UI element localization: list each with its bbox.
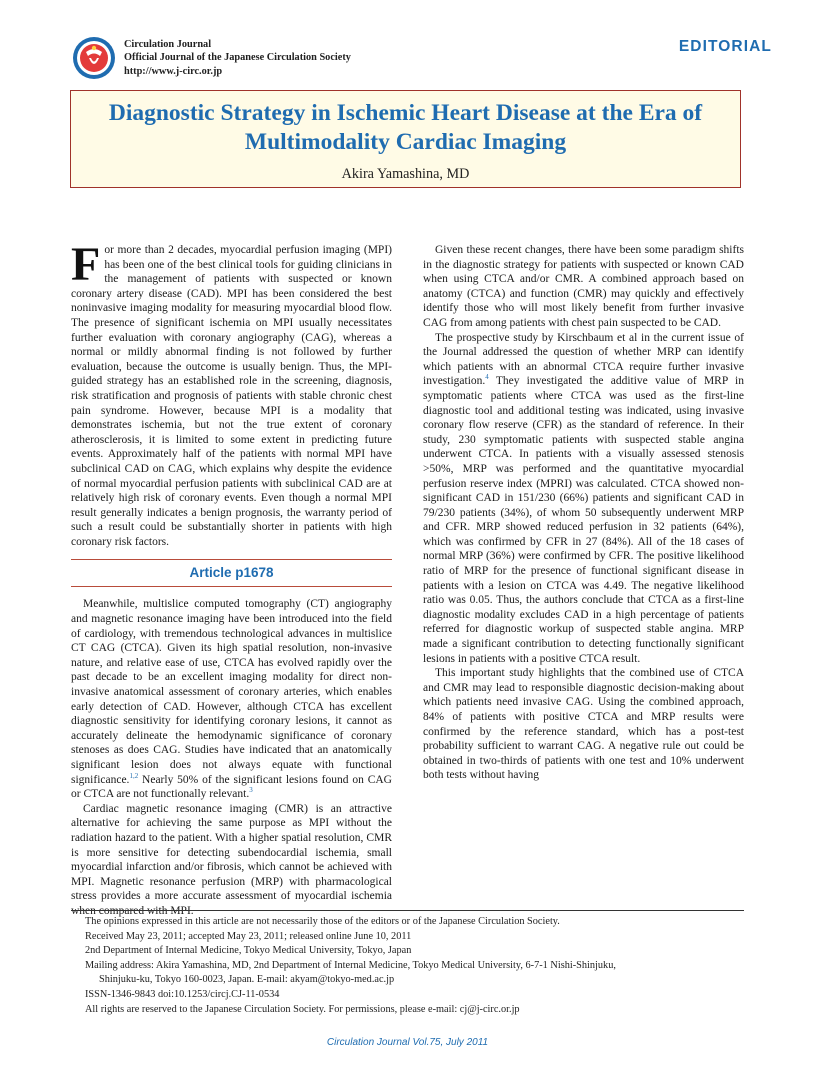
footnote-rights: All rights are reserved to the Japanese Circulation Society. For permissions, please e-mail: cj@j-circ.or.jp	[85, 1003, 520, 1015]
paragraph-ct-text: Meanwhile, multislice computed tomography (CT) angiography and magnetic resonance imaging have been introduced into the field of cardiology, with tremendous technological advances in multislice CT CAG (CTCA). Given its high spatial resolution, non-invasive nature, and relative ease of use, CTCA has evolved rapidly over the past decade to be an excellent imaging modality for direct non-invasive anatomical assessment of coronary arteries, which enables early detection of CAD. However, although CTCA has excellent diagnostic sensitivity for identifying coronary lesions, it cannot as accurately delineate the hemodynamic significance of coronary stenoses as does CAG. Studies have indicated that an anatomically significant lesion does not always equate with functional significance.	[71, 598, 392, 786]
journal-subtitle: Official Journal of the Japanese Circulation Society	[124, 52, 351, 64]
paragraph-ct-text-cont: Nearly 50% of the significant lesions found on CAG or CTCA are not functionally relevant.	[71, 773, 392, 801]
article-author: Akira Yamashina, MD	[341, 166, 470, 182]
paragraph-cmr: Cardiac magnetic resonance imaging (CMR) is an attractive alternative for achieving the same purpose as MPI without the radiation hazard to the patient. With a higher spatial resolution, CMR is more sensitive for detecting subendocardial ischemia, small myocardial infarction and/or fibrosis, which cannot be achieved with MPI. Magnetic resonance perfusion (MRP) with pharmacological stress provides a more accurate assessment of myocardial ischemia when compared with MPI.	[71, 802, 392, 917]
page-footer: Circulation Journal Vol.75, July 2011	[326, 1037, 489, 1048]
paragraph-study-text: The prospective study by Kirschbaum et al in the current issue of the Journal addressed the question of whether MRP can identify which patients with an abnormal CTCA require further invasive investigation.	[423, 331, 744, 388]
article-title: Diagnostic Strategy in Ischemic Heart Disease at the Era of Multimodality Cardiac Imaging	[108, 100, 703, 155]
circulation-journal-logo-icon	[72, 36, 116, 80]
title-box	[70, 90, 741, 188]
paragraph-highlight: This important study highlights that the combined use of CTCA and CMR may lead to responsible diagnostic decision-making about which patients need invasive CAG. Using the combined approach, 84% of patients with positive CTCA and MRP results were confirmed by the reference standard, which has a post-test probability sufficient to warrant CAG. A negative rule out could be obtained in two-thirds of patients with one test and 10% underwent both tests without having	[423, 667, 744, 782]
footnote-issn: ISSN-1346-9843 doi:10.1253/circj.CJ-11-0534	[85, 988, 280, 1000]
paragraph-changes: Given these recent changes, there have been some paradigm shifts in the diagnostic strategy for patients with suspected or known CAD when using CTCA and/or CMR. A combined approach based on anatomy (CTCA) and function (CMR) may quickly and effectively identify those who will most likely benefit from further invasive CAG from among patients with chest pain suspected to be CAD.	[423, 244, 744, 329]
ref-1-2[interactable]: 1,2	[129, 771, 139, 780]
footnote-mailing-line2: Shinjuku-ku, Tokyo 160-0023, Japan. E-mail: akyam@tokyo-med.ac.jp	[99, 974, 395, 986]
paragraph-intro-text: or more than 2 decades, myocardial perfusion imaging (MPI) has been one of the best clinical tools for guiding clinicians in the management of patients with suspected or known coronary artery disease (CAD). MPI has been considered the best noninvasive imaging modality for measuring myocardial blood flow. The presence of significant ischemia on MPI usually necessitates further evaluation with coronary angiography (CAG), whereas a normal or mildly abnormal finding is not followed by further evaluation, because the outcome is usually benign. Thus, the MPI-guided strategy has an established role in the screening, diagnosis, risk stratification and prognosis of patients with stable chronic chest pain syndrome. However, because MPI is a modality that demonstrates ischemia, but not the true extent of coronary atherosclerosis, it is limited to some extent in predicting future events. Approximately half of the patients with normal MPI have subclinical CAD on CAG, which explains why despite the evidence of normal myocardial perfusion patients with subclinical CAD are at relatively high risk of coronary events. Even though a normal MPI result generally indicates a benign prognosis, the warranty period of such a result could be substantially shorter in patients with high coronary risk factors.	[71, 244, 392, 548]
paragraph-intro	[71, 238, 392, 549]
dropcap-letter: F	[71, 238, 101, 291]
journal-name: Circulation Journal	[124, 39, 212, 50]
footnotes	[71, 910, 744, 1017]
footnote-disclaimer: The opinions expressed in this article are not necessarily those of the editors or of the Japanese Circulation Society.	[85, 916, 560, 927]
paragraph-study	[423, 331, 744, 667]
journal-url[interactable]: http://www.j-circ.or.jp	[124, 65, 223, 77]
journal-header	[72, 34, 772, 84]
footnote-mailing	[71, 959, 744, 988]
journal-meta	[124, 38, 351, 78]
article-link-box[interactable]	[71, 559, 392, 587]
right-column	[423, 243, 744, 783]
left-column	[71, 238, 392, 919]
footnote-mailing-line1: Mailing address: Akira Yamashina, MD, 2nd Department of Internal Medicine, Tokyo Medical University, 6-7-1 Nishi-Shinjuku,	[85, 959, 616, 971]
article-link[interactable]: Article p1678	[189, 565, 274, 581]
ref-4[interactable]: 4	[485, 373, 489, 382]
paragraph-ct	[71, 597, 392, 801]
ref-3[interactable]: 3	[249, 786, 253, 795]
footnote-affiliation: 2nd Department of Internal Medicine, Tokyo Medical University, Tokyo, Japan	[85, 945, 412, 957]
section-label: EDITORIAL	[678, 38, 772, 55]
footnote-dates: Received May 23, 2011; accepted May 23, 2011; released online June 10, 2011	[85, 930, 412, 942]
paragraph-study-text-cont: They investigated the additive value of MRP in symptomatic patients where CTCA was used as the first-line diagnostic tool and additional testing was indicated, using invasive coronary flow reserve (CFR) as the standard of reference. In their study, 230 symptomatic patients with suspected stable angina underwent CTCA. In patients with a visually assessed stenosis >50%, MRP was performed and the quantitative myocardial perfusion reserve index (MPRI) was calculated. CTCA showed non-significant CAD in 151/230 (66%) patients and significant CAD in 79/230 patients (34%), of whom 50 subsequently underwent MRP and CFR. MRP showed reduced perfusion in 32 patients (64%), which was confirmed by CFR in 27 (84%). All of the 18 cases of normal MRP (36%) were confirmed by CFR. The positive likelihood ratio of MRP for the presence of functional significant disease in patients with a lesion on CTCA was 4.49. The negative likelihood ratio was 0.05. Thus, the authors conclude that CTCA as a first-line diagnostic modality excludes CAD in a high percentage of patients referred for diagnostic workup of suspected stable angina. MRP made a significant contribution to detecting functionally significant lesions in patients with a positive CTCA result.	[423, 375, 744, 665]
